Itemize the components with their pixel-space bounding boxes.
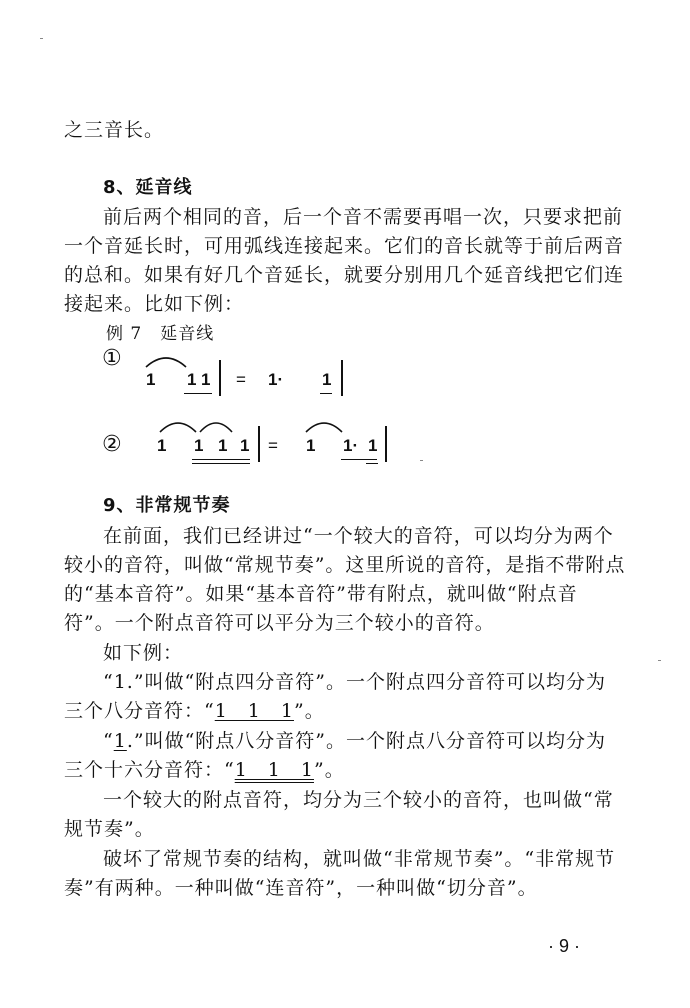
- barline: [219, 360, 221, 396]
- eighth-note-underline: [341, 459, 377, 460]
- eighth-note-underline: [320, 393, 332, 394]
- paragraph-line: [103, 727, 663, 755]
- note: 1: [218, 436, 228, 455]
- barline: [385, 426, 387, 462]
- barline: [258, 426, 260, 462]
- note: 1·: [268, 370, 284, 389]
- scan-speck: [420, 460, 423, 461]
- text-span: 三个八分音符：“: [64, 700, 215, 722]
- section-heading-8: 8、延音线: [103, 177, 193, 198]
- text-line: 之三音长。: [64, 119, 165, 141]
- paragraph-line: 前后两个相同的音，后一个音不需要再唱一次，只要求把前: [103, 206, 624, 228]
- paragraph-line: 较小的音符，叫做“常规节奏”。这里所说的音符，是指不带附点: [64, 554, 626, 576]
- note: 1: [194, 436, 204, 455]
- section-heading-9: 9、非常规节奏: [103, 495, 231, 516]
- underlined-notes: 1 1 1: [214, 700, 294, 722]
- note: 1: [187, 370, 197, 389]
- paragraph-line: 的“基本音符”。如果“基本音符”带有附点，就叫做“附点音: [64, 583, 578, 605]
- note: 1·: [343, 436, 359, 455]
- circled-number-1: ①: [102, 346, 122, 371]
- note: 1: [146, 370, 156, 389]
- paragraph-line: 如下例：: [103, 642, 184, 664]
- paragraph-line: “1.”叫做“附点四分音符”。一个附点四分音符可以均分为: [103, 671, 606, 693]
- equals-sign: =: [268, 436, 278, 455]
- example-label: 例 7 延音线: [106, 324, 215, 344]
- eighth-note-underline: [192, 459, 250, 460]
- underlined-note: 1: [113, 730, 127, 752]
- note: 1: [240, 436, 250, 455]
- text-span: 三个十六分音符：“: [64, 759, 235, 781]
- paragraph-line: 的总和。如果有好几个音延长，就要分别用几个延音线把它们连: [64, 264, 625, 286]
- scan-speck: [40, 38, 43, 39]
- equals-sign: =: [236, 370, 246, 389]
- note: 1: [368, 436, 378, 455]
- tie-arcs: [152, 414, 262, 436]
- tie-arc: [300, 414, 350, 436]
- note: 1: [157, 436, 167, 455]
- tie-arc: [140, 351, 200, 371]
- double-underlined-notes: 1 1 1: [234, 759, 314, 781]
- text-span: ”。: [313, 759, 345, 781]
- paragraph-line: 规节奏”。: [64, 818, 155, 840]
- sixteenth-note-underline: [192, 463, 250, 464]
- circled-number-2: ②: [102, 432, 122, 457]
- paragraph-line: 一个较大的附点音符，均分为三个较小的音符，也叫做“常: [103, 789, 614, 811]
- scan-speck: [658, 660, 661, 661]
- paragraph-line: [64, 697, 624, 725]
- sixteenth-note-underline: [366, 463, 378, 464]
- text-span: “: [103, 730, 114, 752]
- paragraph-line: 一个音延长时，可用弧线连接起来。它们的音长就等于前后两音: [64, 235, 625, 257]
- paragraph-line: 破坏了常规节奏的结构，就叫做“非常规节奏”。“非常规节: [103, 848, 616, 870]
- barline: [341, 360, 343, 396]
- note: 1: [322, 370, 332, 389]
- note: 1: [306, 436, 316, 455]
- text-span: .”叫做“附点八分音符”。一个附点八分音符可以均分为: [126, 730, 606, 752]
- paragraph-line: [64, 756, 624, 784]
- paragraph-line: 在前面，我们已经讲过“一个较大的音符，可以均分为两个: [103, 525, 614, 547]
- page-number: · 9 ·: [548, 936, 581, 956]
- paragraph-line: 接起来。比如下例：: [64, 293, 245, 315]
- eighth-note-underline: [184, 393, 212, 394]
- paragraph-line: 符”。一个附点音符可以平分为三个较小的音符。: [64, 612, 495, 634]
- paragraph-line: 奏”有两种。一种叫做“连音符”，一种叫做“切分音”。: [64, 877, 538, 899]
- text-span: ”。: [293, 700, 325, 722]
- note: 1: [201, 370, 211, 389]
